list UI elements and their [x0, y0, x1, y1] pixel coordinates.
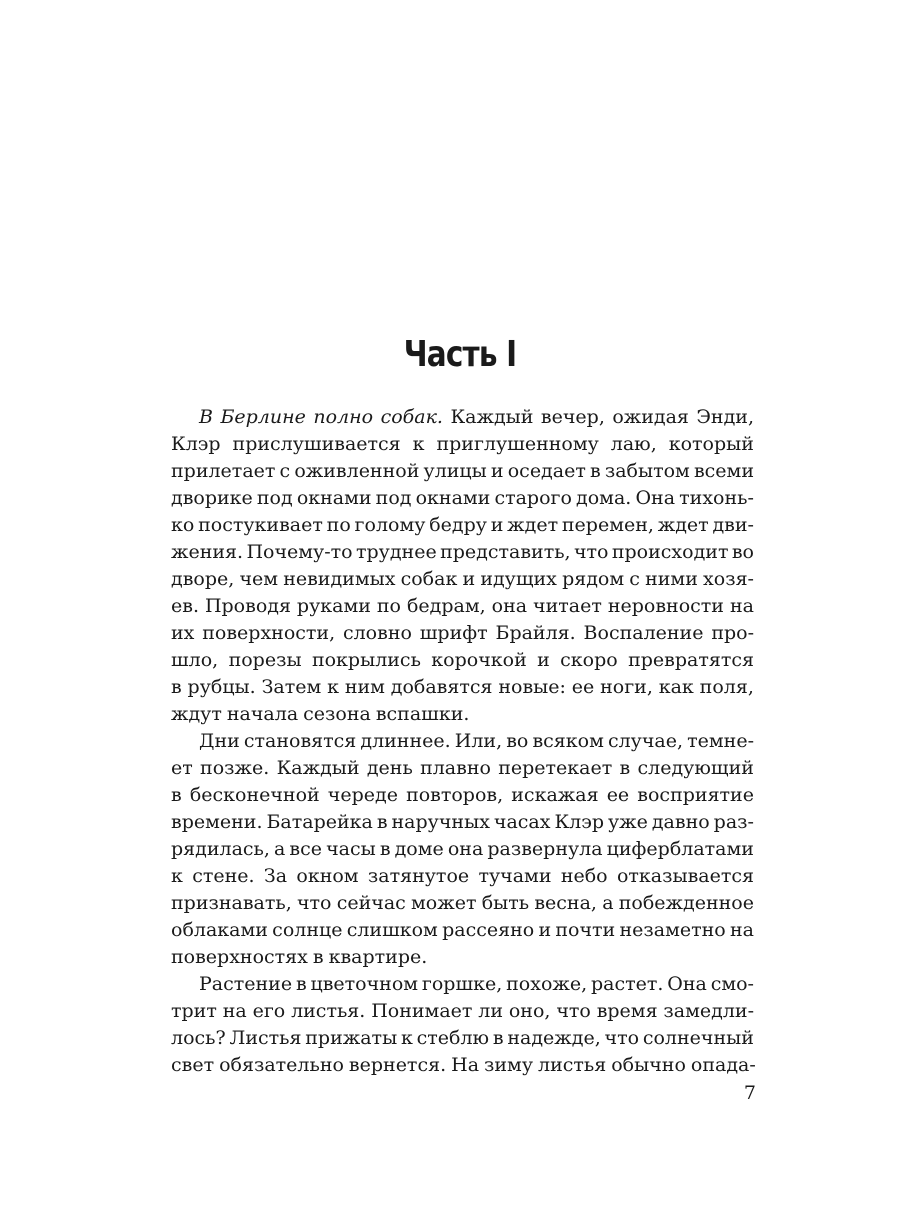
text-line: жения. Почему-то труднее представить, что происходит во: [171, 541, 754, 563]
text-line: Растение в цветочном горшке, похоже, растет. Она смо-: [199, 973, 754, 995]
text-line: поверхностях в квартире.: [171, 946, 428, 968]
text-line: ко постукивает по голому бедру и ждет перемен, ждет дви-: [171, 514, 754, 536]
chapter-title: Часть I: [403, 334, 517, 375]
text-line: В Берлине полно собак. Каждый вечер, ожидая Энди,: [199, 406, 754, 428]
text-line: Дни становятся длиннее. Или, во всяком случае, темне-: [199, 730, 754, 752]
text-line: прилетает с оживленной улицы и оседает в забытом всеми: [171, 460, 754, 482]
text-line: к стене. За окном затянутое тучами небо отказывается: [171, 865, 754, 887]
text-line: признавать, что сейчас может быть весна, а побежденное: [171, 892, 754, 914]
text-line: их поверхности, словно шрифт Брайля. Воспаление про-: [171, 622, 754, 644]
text-line: в бесконечной череде повторов, искажая ее восприятие: [171, 784, 754, 806]
text-line: дворе, чем невидимых собак и идущих рядом с ними хозя-: [171, 568, 754, 590]
page-number: 7: [743, 1082, 756, 1104]
text-line: шло, порезы покрылись корочкой и скоро превратятся: [171, 649, 754, 671]
text-line: дворике под окнами под окнами старого дома. Она тихонь-: [171, 487, 754, 509]
text-line: свет обязательно вернется. На зиму листья обычно опада-: [171, 1054, 756, 1076]
text-line: лось? Листья прижаты к стеблю в надежде, что солнечный: [171, 1027, 754, 1049]
body-text: [171, 404, 754, 1079]
text-line: ждут начала сезона вспашки.: [171, 703, 470, 725]
text-line: ет позже. Каждый день плавно перетекает в следующий: [171, 757, 754, 779]
text-line: ев. Проводя руками по бедрам, она читает неровности на: [171, 595, 754, 617]
text-line: рядилась, а все часы в доме она развернула циферблатами: [171, 838, 754, 860]
text-line: облаками солнце слишком рассеяно и почти незаметно на: [171, 919, 754, 941]
text-line: Клэр прислушивается к приглушенному лаю, который: [171, 433, 754, 455]
text-line: в рубцы. Затем к ним добавятся новые: ее ноги, как поля,: [171, 676, 754, 698]
text-line: времени. Батарейка в наручных часах Клэр уже давно раз-: [171, 811, 754, 833]
text-line: трит на его листья. Понимает ли оно, что время замедли-: [171, 1000, 754, 1022]
